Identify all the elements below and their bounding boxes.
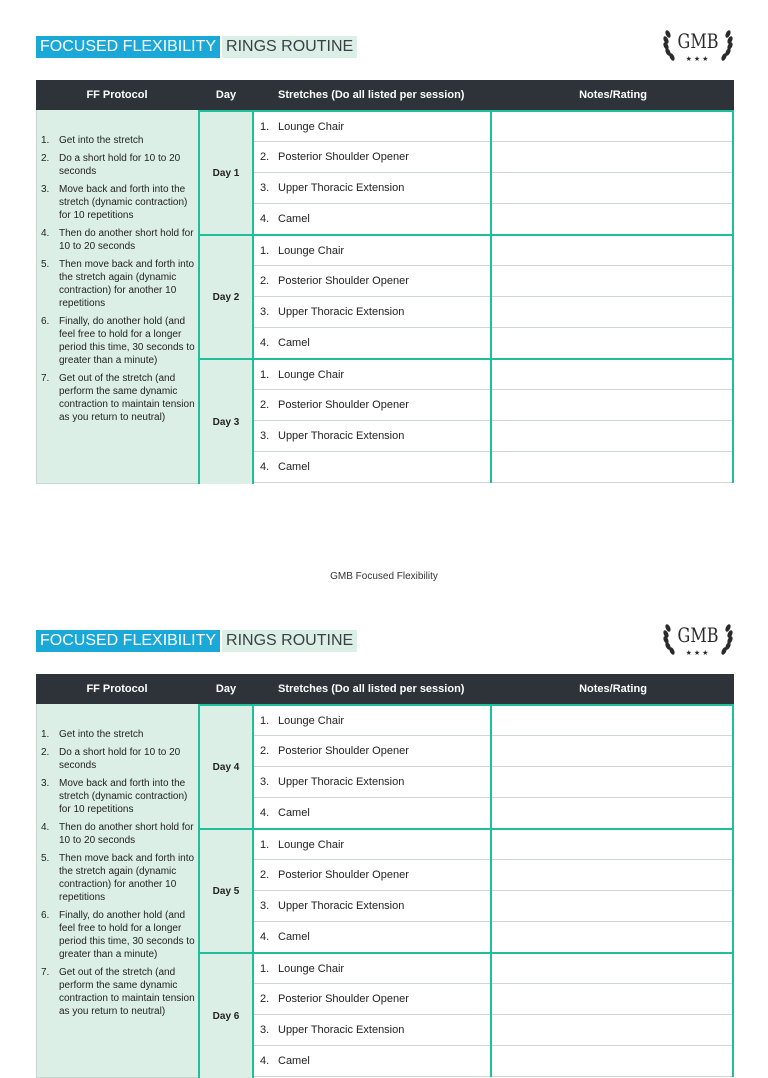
stretch-row <box>254 173 734 204</box>
stretch-label: Lounge Chair <box>278 714 345 727</box>
step-number: 7. <box>41 967 50 978</box>
stretch-number: 1. <box>260 838 270 851</box>
protocol-step <box>41 372 196 424</box>
stretch-label: Posterior Shoulder Opener <box>278 151 409 163</box>
stretch-row <box>254 234 734 266</box>
column-divider <box>490 265 492 297</box>
title-highlight: FOCUSED FLEXIBILITY <box>36 36 220 58</box>
column-divider <box>490 859 492 891</box>
step-text: Move back and forth into the stretch (dynamic contraction) for 10 repetitions <box>59 184 188 221</box>
notes-cell[interactable] <box>732 797 734 829</box>
routine-title <box>36 36 357 58</box>
notes-cell[interactable] <box>732 111 734 142</box>
step-text: Do a short hold for 10 to 20 seconds <box>59 153 181 177</box>
protocol-step <box>41 966 196 1018</box>
stretch-label: Camel <box>278 931 310 943</box>
stretch-row <box>254 860 734 891</box>
step-number: 2. <box>41 153 50 164</box>
step-number: 5. <box>41 853 50 864</box>
stretch-number: 2. <box>260 151 270 163</box>
column-divider <box>490 389 492 421</box>
stretch-label: Camel <box>278 807 310 819</box>
column-divider <box>490 1014 492 1046</box>
stretch-number: 3. <box>260 900 270 912</box>
column-divider <box>490 705 492 736</box>
column-divider <box>490 953 492 984</box>
stretch-number: 4. <box>260 1055 270 1067</box>
stretch-number: 1. <box>260 962 270 975</box>
step-text: Get into the stretch <box>59 135 144 146</box>
step-text: Do a short hold for 10 to 20 seconds <box>59 747 181 771</box>
logo-stars: ★★★ <box>685 649 711 657</box>
stretch-row <box>254 142 734 173</box>
notes-cell[interactable] <box>732 203 734 235</box>
protocol-step <box>41 183 196 222</box>
notes-cell[interactable] <box>732 235 734 266</box>
step-text: Finally, do another hold (and feel free to hold for a longer period this time, 30 seconds to greater than a minute) <box>59 316 195 366</box>
stretch-number: 1. <box>260 120 270 133</box>
step-text: Finally, do another hold (and feel free to hold for a longer period this time, 30 seconds to greater than a minute) <box>59 910 195 960</box>
stretch-label: Upper Thoracic Extension <box>278 1024 405 1036</box>
stretch-number: 3. <box>260 306 270 318</box>
stretch-number: 2. <box>260 745 270 757</box>
step-number: 6. <box>41 910 50 921</box>
stretch-number: 2. <box>260 993 270 1005</box>
stretch-row <box>254 421 734 452</box>
notes-cell[interactable] <box>732 172 734 204</box>
day-label: Day 2 <box>198 234 254 358</box>
table-header <box>36 80 734 110</box>
stretch-label: Lounge Chair <box>278 368 345 381</box>
step-number: 1. <box>41 135 50 146</box>
stretch-row <box>254 452 734 483</box>
step-number: 2. <box>41 747 50 758</box>
stretch-number: 4. <box>260 213 270 225</box>
stretch-number: 2. <box>260 275 270 287</box>
notes-cell[interactable] <box>732 265 734 297</box>
header-protocol: FF Protocol <box>86 683 148 695</box>
stretch-number: 2. <box>260 399 270 411</box>
stretch-label: Upper Thoracic Extension <box>278 776 405 788</box>
header-stretches: Stretches (Do all listed per session) <box>278 89 465 101</box>
protocol-step <box>41 777 196 816</box>
protocol-step <box>41 152 196 178</box>
column-divider <box>490 172 492 204</box>
stretch-row <box>254 328 734 359</box>
stretch-number: 2. <box>260 869 270 881</box>
day-label: Day 3 <box>198 358 254 484</box>
header-stretches: Stretches (Do all listed per session) <box>278 683 465 695</box>
gmb-logo <box>660 26 736 66</box>
title-rest: RINGS ROUTINE <box>222 630 357 652</box>
notes-cell[interactable] <box>732 1014 734 1046</box>
stretch-label: Camel <box>278 1055 310 1067</box>
column-divider <box>490 327 492 359</box>
step-number: 3. <box>41 184 50 195</box>
stretch-label: Lounge Chair <box>278 838 345 851</box>
stretch-row <box>254 891 734 922</box>
column-divider <box>490 829 492 860</box>
header-notes: Notes/Rating <box>579 89 647 101</box>
step-text: Get out of the stretch (and perform the same dynamic contraction to maintain tension as you return to neutral) <box>59 373 195 423</box>
protocol-step <box>41 258 196 310</box>
protocol-step <box>41 909 196 961</box>
stretch-row <box>254 1046 734 1077</box>
stretch-row <box>254 704 734 736</box>
stretch-label: Upper Thoracic Extension <box>278 306 405 318</box>
step-number: 1. <box>41 729 50 740</box>
column-divider <box>490 735 492 767</box>
notes-cell[interactable] <box>732 1045 734 1077</box>
step-number: 3. <box>41 778 50 789</box>
stretch-row <box>254 952 734 984</box>
protocol-step <box>41 821 196 847</box>
stretch-number: 4. <box>260 931 270 943</box>
notes-cell[interactable] <box>732 389 734 421</box>
notes-cell[interactable] <box>732 983 734 1015</box>
notes-cell[interactable] <box>732 327 734 359</box>
notes-cell[interactable] <box>732 953 734 984</box>
notes-cell[interactable] <box>732 296 734 328</box>
protocol-steps <box>41 134 196 429</box>
header-day: Day <box>215 683 237 695</box>
stretch-label: Posterior Shoulder Opener <box>278 993 409 1005</box>
notes-cell[interactable] <box>732 766 734 798</box>
stretch-label: Upper Thoracic Extension <box>278 182 405 194</box>
stretch-number: 1. <box>260 714 270 727</box>
stretch-row <box>254 204 734 235</box>
step-number: 7. <box>41 373 50 384</box>
notes-cell[interactable] <box>732 829 734 860</box>
step-text: Move back and forth into the stretch (dynamic contraction) for 10 repetitions <box>59 778 188 815</box>
gmb-logo <box>660 620 736 660</box>
stretch-row <box>254 922 734 953</box>
header-day: Day <box>215 89 237 101</box>
header-protocol: FF Protocol <box>86 89 148 101</box>
stretch-label: Lounge Chair <box>278 120 345 133</box>
protocol-column <box>36 110 198 484</box>
column-divider <box>490 235 492 266</box>
stretch-number: 1. <box>260 244 270 257</box>
stretch-row <box>254 358 734 390</box>
day-label: Day 4 <box>198 704 254 828</box>
logo-stars: ★★★ <box>685 55 711 63</box>
stretch-row <box>254 984 734 1015</box>
stretch-label: Camel <box>278 461 310 473</box>
stretch-number: 4. <box>260 337 270 349</box>
protocol-column <box>36 704 198 1078</box>
page-footer: GMB Focused Flexibility <box>330 571 438 582</box>
stretch-row <box>254 767 734 798</box>
stretch-label: Posterior Shoulder Opener <box>278 745 409 757</box>
step-number: 4. <box>41 228 50 239</box>
logo-text: GMB <box>677 623 719 647</box>
header-notes: Notes/Rating <box>579 683 647 695</box>
notes-cell[interactable] <box>732 141 734 173</box>
logo-text: GMB <box>677 29 719 53</box>
protocol-step <box>41 852 196 904</box>
stretch-label: Lounge Chair <box>278 962 345 975</box>
protocol-step <box>41 227 196 253</box>
step-text: Then do another short hold for 10 to 20 seconds <box>59 822 194 846</box>
stretch-number: 3. <box>260 182 270 194</box>
stretch-number: 3. <box>260 430 270 442</box>
column-divider <box>490 141 492 173</box>
column-divider <box>490 1045 492 1077</box>
day-label: Day 5 <box>198 828 254 952</box>
stretch-number: 3. <box>260 1024 270 1036</box>
step-text: Get out of the stretch (and perform the same dynamic contraction to maintain tension as you return to neutral) <box>59 967 195 1017</box>
notes-cell[interactable] <box>732 890 734 922</box>
stretch-row <box>254 828 734 860</box>
step-text: Get into the stretch <box>59 729 144 740</box>
table-header <box>36 674 734 704</box>
stretch-row <box>254 736 734 767</box>
stretch-label: Posterior Shoulder Opener <box>278 399 409 411</box>
stretch-label: Lounge Chair <box>278 244 345 257</box>
stretch-label: Camel <box>278 213 310 225</box>
protocol-step <box>41 746 196 772</box>
column-divider <box>490 203 492 235</box>
stretch-row <box>254 266 734 297</box>
stretch-label: Posterior Shoulder Opener <box>278 275 409 287</box>
stretch-row <box>254 798 734 829</box>
stretch-row <box>254 390 734 421</box>
step-text: Then move back and forth into the stretch again (dynamic contraction) for another 10 repetitions <box>59 853 195 903</box>
notes-cell[interactable] <box>732 859 734 891</box>
notes-cell[interactable] <box>732 420 734 452</box>
stretch-number: 1. <box>260 368 270 381</box>
stretch-row <box>254 297 734 328</box>
protocol-step <box>41 728 196 741</box>
day-label: Day 6 <box>198 952 254 1078</box>
title-rest: RINGS ROUTINE <box>222 36 357 58</box>
step-number: 5. <box>41 259 50 270</box>
stretch-row <box>254 1015 734 1046</box>
column-divider <box>490 890 492 922</box>
stretch-label: Upper Thoracic Extension <box>278 430 405 442</box>
column-divider <box>490 921 492 953</box>
step-number: 6. <box>41 316 50 327</box>
stretch-number: 4. <box>260 807 270 819</box>
stretch-label: Upper Thoracic Extension <box>278 900 405 912</box>
protocol-steps <box>41 728 196 1023</box>
notes-cell[interactable] <box>732 359 734 390</box>
column-divider <box>490 111 492 142</box>
column-divider <box>490 420 492 452</box>
notes-cell[interactable] <box>732 451 734 483</box>
notes-cell[interactable] <box>732 921 734 953</box>
step-number: 4. <box>41 822 50 833</box>
step-text: Then move back and forth into the stretch again (dynamic contraction) for another 10 repetitions <box>59 259 195 309</box>
column-divider <box>490 797 492 829</box>
title-highlight: FOCUSED FLEXIBILITY <box>36 630 220 652</box>
notes-cell[interactable] <box>732 735 734 767</box>
stretch-row <box>254 110 734 142</box>
protocol-step <box>41 134 196 147</box>
column-divider <box>490 766 492 798</box>
step-text: Then do another short hold for 10 to 20 seconds <box>59 228 194 252</box>
column-divider <box>490 983 492 1015</box>
column-divider <box>490 451 492 483</box>
stretch-label: Camel <box>278 337 310 349</box>
stretch-number: 3. <box>260 776 270 788</box>
protocol-step <box>41 315 196 367</box>
column-divider <box>490 296 492 328</box>
column-divider <box>490 359 492 390</box>
stretch-number: 4. <box>260 461 270 473</box>
routine-title <box>36 630 357 652</box>
notes-cell[interactable] <box>732 705 734 736</box>
day-label: Day 1 <box>198 110 254 234</box>
stretch-label: Posterior Shoulder Opener <box>278 869 409 881</box>
